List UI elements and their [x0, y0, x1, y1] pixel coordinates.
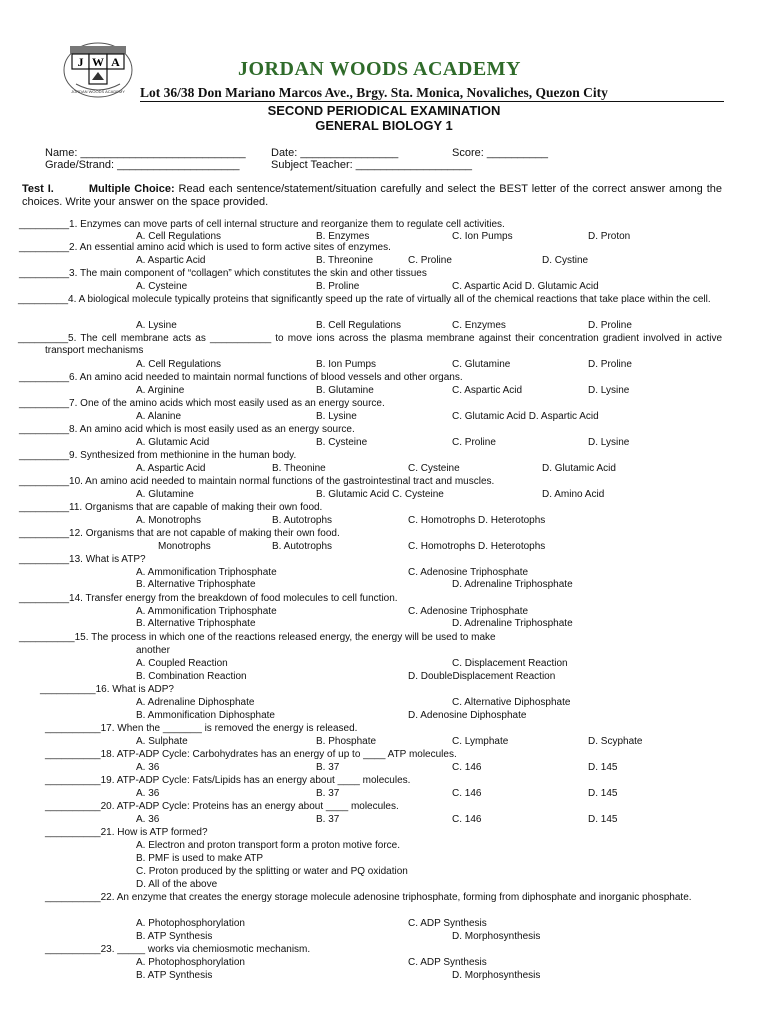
grade-strand-field[interactable]: Grade/Strand: ____________________ [45, 159, 240, 171]
q8-option-d: D. Lysine [588, 437, 630, 448]
question-18: __________18. ATP-ADP Cycle: Carbohydrates has an energy of up to ____ ATP molecules. [45, 749, 457, 760]
question-12: _________12. Organisms that are not capable of making their own food. [19, 528, 340, 539]
q18-option-c: C. 146 [452, 762, 482, 773]
date-field[interactable]: Date: ________________ [271, 147, 399, 159]
q14-option-d: D. Adrenaline Triphosphate [452, 618, 573, 629]
q12-option-b: B. Autotrophs [272, 541, 333, 552]
q19-option-b: B. 37 [316, 788, 340, 799]
question-20: __________20. ATP-ADP Cycle: Proteins has an energy about ____ molecules. [45, 801, 399, 812]
q5-option-a: A. Cell Regulations [136, 359, 222, 370]
q19-option-c: C. 146 [452, 788, 482, 799]
test-instruction-text: Read each sentence/statement/situation carefully and select the BEST letter of the correct answer among the choices. Write your answer on the space provided. [22, 183, 722, 208]
q16-option-c: C. Alternative Diphosphate [452, 697, 571, 708]
question-8: _________8. An amino acid which is most easily used as an energy source. [19, 424, 355, 435]
q23-option-c: C. ADP Synthesis [408, 957, 487, 968]
score-field[interactable]: Score: __________ [452, 147, 549, 159]
question-9: _________9. Synthesized from methionine in the human body. [19, 450, 297, 461]
question-16: __________16. What is ADP? [40, 684, 174, 695]
question-10: _________10. An amino acid needed to maintain normal functions of the gastrointestinal tract and muscles. [19, 476, 495, 487]
q1-option-b: B. Enzymes [316, 231, 370, 242]
question-15-continued: another [136, 645, 170, 656]
question-4: _________4. A biological molecule typically proteins that significantly speed up the rate of virtually all of the chemical reactions that take place within the cell. [18, 294, 711, 305]
svg-text:W: W [92, 55, 104, 69]
question-3: _________3. The main component of “collagen” which constitutes the skin and other tissues [19, 268, 427, 279]
q17-option-c: C. Lymphate [452, 736, 509, 747]
test-heading: Multiple Choice: [88, 183, 175, 195]
question-22: __________22. An enzyme that creates the energy storage molecule adenosine triphosphate, forming from diphosphate and inorganic phosphate. [45, 892, 692, 903]
q23-option-a: A. Photophosphorylation [136, 957, 245, 968]
q6-option-d: D. Lysine [588, 385, 630, 396]
q3-option-b: B. Proline [316, 281, 360, 292]
question-23: __________23. _____ works via chemiosmotic mechanism. [45, 944, 311, 955]
school-logo-icon [62, 40, 134, 100]
q7-option-a: A. Alanine [136, 411, 182, 422]
q20-option-a: A. 36 [136, 814, 160, 825]
q5-option-b: B. Ion Pumps [316, 359, 377, 370]
question-11: _________11. Organisms that are capable of making their own food. [19, 502, 323, 513]
q13-option-c: C. Adenosine Triphosphate [408, 567, 529, 578]
question-21: __________21. How is ATP formed? [45, 827, 208, 838]
subject-teacher-field[interactable]: Subject Teacher: ___________________ [271, 159, 473, 171]
school-address: Lot 36/38 Don Mariano Marcos Ave., Brgy. Sta. Monica, Novaliches, Quezon City [140, 85, 608, 100]
q4-option-c: C. Enzymes [452, 320, 506, 331]
q8-option-a: A. Glutamic Acid [136, 437, 210, 448]
q15-option-a: A. Coupled Reaction [136, 658, 228, 669]
q7-option-cd: C. Glutamic Acid D. Aspartic Acid [452, 411, 599, 422]
q5-option-c: C. Glutamine [452, 359, 511, 370]
q9-option-a: A. Aspartic Acid [136, 463, 206, 474]
exam-title-line-1: SECOND PERIODICAL EXAMINATION [267, 103, 501, 118]
question-2: _________2. An essential amino acid which is used to form active sites of enzymes. [19, 242, 391, 253]
question-14: _________14. Transfer energy from the breakdown of food molecules to cell function. [19, 593, 398, 604]
q13-option-b: B. Alternative Triphosphate [136, 579, 256, 590]
q11-option-a: A. Monotrophs [136, 515, 202, 526]
q5-option-d: D. Proline [588, 359, 632, 370]
question-7: _________7. One of the amino acids which most easily used as an energy source. [19, 398, 385, 409]
q23-option-d: D. Morphosynthesis [452, 970, 541, 981]
q17-option-a: A. Sulphate [136, 736, 188, 747]
q22-option-d: D. Morphosynthesis [452, 931, 541, 942]
q11-option-b: B. Autotrophs [272, 515, 333, 526]
q14-option-b: B. Alternative Triphosphate [136, 618, 256, 629]
q22-option-a: A. Photophosphorylation [136, 918, 245, 929]
q15-option-b: B. Combination Reaction [136, 671, 247, 682]
q21-option-c: C. Proton produced by the splitting or water and PQ oxidation [136, 866, 408, 877]
q4-option-a: A. Lysine [136, 320, 177, 331]
q20-option-b: B. 37 [316, 814, 340, 825]
q16-option-d: D. Adenosine Diphosphate [408, 710, 527, 721]
exam-title-line-2: GENERAL BIOLOGY 1 [315, 118, 453, 133]
q4-option-d: D. Proline [588, 320, 632, 331]
q13-option-d: D. Adrenaline Triphosphate [452, 579, 573, 590]
test-instructions [22, 183, 722, 208]
q2-option-a: A. Aspartic Acid [136, 255, 206, 266]
q21-option-a: A. Electron and proton transport form a proton motive force. [136, 840, 401, 851]
q7-option-b: B. Lysine [316, 411, 357, 422]
question-17: __________17. When the _______ is removed the energy is released. [45, 723, 358, 734]
q21-option-d: D. All of the above [136, 879, 218, 890]
q9-option-c: C. Cysteine [408, 463, 460, 474]
q8-option-b: B. Cysteine [316, 437, 368, 448]
svg-text:JORDAN WOODS ACADEMY: JORDAN WOODS ACADEMY [71, 89, 125, 94]
q15-option-d: D. DoubleDisplacement Reaction [408, 671, 556, 682]
svg-text:J: J [77, 55, 84, 69]
q6-option-c: C. Aspartic Acid [452, 385, 523, 396]
q11-option-cd: C. Homotrophs D. Heterotophs [408, 515, 546, 526]
name-field[interactable]: Name: ___________________________ [45, 147, 246, 159]
q16-option-a: A. Adrenaline Diphosphate [136, 697, 255, 708]
q13-option-a: A. Ammonification Triphosphate [136, 567, 277, 578]
header-divider [140, 101, 724, 102]
exam-title [0, 103, 768, 133]
q4-option-b: B. Cell Regulations [316, 320, 402, 331]
q1-option-c: C. Ion Pumps [452, 231, 513, 242]
q3-option-a: A. Cysteine [136, 281, 188, 292]
q1-option-a: A. Cell Regulations [136, 231, 222, 242]
q10-option-a: A. Glutamine [136, 489, 194, 500]
q17-option-d: D. Scyphate [588, 736, 643, 747]
q20-option-d: D. 145 [588, 814, 618, 825]
q23-option-b: B. ATP Synthesis [136, 970, 213, 981]
test-label: Test I. [22, 183, 54, 195]
q17-option-b: B. Phosphate [316, 736, 377, 747]
q9-option-d: D. Glutamic Acid [542, 463, 616, 474]
q20-option-c: C. 146 [452, 814, 482, 825]
q16-option-b: B. Ammonification Diphosphate [136, 710, 275, 721]
q15-option-c: C. Displacement Reaction [452, 658, 568, 669]
question-19: __________19. ATP-ADP Cycle: Fats/Lipids has an energy about ____ molecules. [45, 775, 411, 786]
q6-option-b: B. Glutamine [316, 385, 374, 396]
q18-option-d: D. 145 [588, 762, 618, 773]
q8-option-c: C. Proline [452, 437, 496, 448]
q1-option-d: D. Proton [588, 231, 631, 242]
q19-option-d: D. 145 [588, 788, 618, 799]
question-5: _________5. The cell membrane acts as ___________ to move ions across the plasma membrane against their concentration gradient involved in active transport mechanisms [18, 333, 722, 356]
question-1: _________1. Enzymes can move parts of cell internal structure and reorganize them to regulate cell activities. [19, 219, 505, 230]
q2-option-d: D. Cystine [542, 255, 589, 266]
q9-option-b: B. Theonine [272, 463, 326, 474]
svg-text:A: A [111, 55, 120, 69]
q12-option-a: Monotrophs [158, 541, 211, 552]
q21-option-b: B. PMF is used to make ATP [136, 853, 264, 864]
q22-option-c: C. ADP Synthesis [408, 918, 487, 929]
q22-option-b: B. ATP Synthesis [136, 931, 213, 942]
q14-option-c: C. Adenosine Triphosphate [408, 606, 529, 617]
q14-option-a: A. Ammonification Triphosphate [136, 606, 277, 617]
q18-option-a: A. 36 [136, 762, 160, 773]
question-15: __________15. The process in which one of the reactions released energy, the energy will be used to make [19, 632, 496, 643]
question-13: _________13. What is ATP? [19, 554, 146, 565]
q12-option-cd: C. Homotrophs D. Heterotophs [408, 541, 546, 552]
q2-option-c: C. Proline [408, 255, 452, 266]
q10-option-bc: B. Glutamic Acid C. Cysteine [316, 489, 444, 500]
q2-option-b: B. Threonine [316, 255, 374, 266]
q10-option-d: D. Amino Acid [542, 489, 605, 500]
q18-option-b: B. 37 [316, 762, 340, 773]
q6-option-a: A. Arginine [136, 385, 185, 396]
q3-option-cd: C. Aspartic Acid D. Glutamic Acid [452, 281, 599, 292]
question-6: _________6. An amino acid needed to maintain normal functions of blood vessels and other organs. [19, 372, 463, 383]
q19-option-a: A. 36 [136, 788, 160, 799]
school-name: JORDAN WOODS ACADEMY [238, 58, 521, 80]
